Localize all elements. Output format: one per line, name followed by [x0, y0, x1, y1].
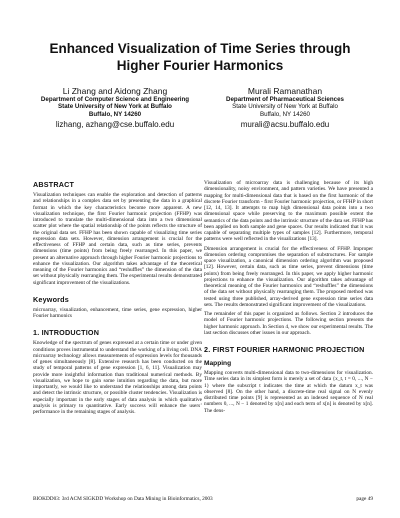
- author-name: Li Zhang and Aidong Zhang: [62, 86, 168, 96]
- author-university: State University of New York at Buffalo: [232, 103, 338, 111]
- paper-title: Enhanced Visualization of Time Series through Higher Fourier Harmonics: [49, 41, 351, 73]
- abstract-text: Visualization techniques can enable the exploration and detection of patterns and relationships in a complex data set by presenting the data in a graphical format in which the key characteristics become more apparent. A new visualization technique, the first Fourier harmonic projection (FFHP) was introduced to translate the multi-dimensional data into a two dimensional scatter plot where the spatial relationship of the points reflects the structure of the original data set. FFHP has been shown capable of visualizing time series expression data sets. However, dimension arrangement is crucial for the effectiveness of FFHP and certain data, such as time series, prevents dimensions (time points) from being freely rearranged. In this paper, we present an alternative approach through higher Fourier harmonic projections to enhance the visualization. Our algorithm takes advantage of the theoretical meaning of the Fourier harmonics and “reshuffles” the dimension of the data set without physically rearranging them. The experimental results demonstrated significant improvement of the visualizations.: [33, 192, 202, 286]
- author-block-left: [40, 86, 190, 130]
- left-column: [33, 180, 202, 418]
- right-column: [204, 180, 373, 417]
- author-city: Buffalo, NY 14260: [260, 110, 310, 118]
- author-name: Murali Ramanathan: [247, 86, 323, 96]
- keywords-text: microarray, visualization, enhancement, time series, gene expression, higher Fourier harmonics: [33, 306, 202, 319]
- mapping-text: Mapping converts multi-dimensional data to two-dimensions for visualization. Time series data in its simplest form is merely a set of data {x_t, t = 0, ..., N − 1} where the subscript t indicates the time at which the datum x_t was observed [8]. On the other hand, a discrete-time real signal on N evenly distributed time points [9] is represented as an indexed sequence of N real numbers 0, ..., N − 1 denoted by x[n] and each term of x[n] is denoted by x[n]. The dens-: [204, 370, 373, 414]
- abstract-heading: ABSTRACT: [33, 180, 75, 189]
- page-footer: [33, 496, 373, 503]
- introduction-heading: 1. INTRODUCTION: [33, 328, 100, 338]
- page-number: page 49: [356, 496, 373, 502]
- mapping-heading: Mapping: [204, 360, 232, 367]
- author-city: Buffalo, NY 14260: [88, 110, 142, 118]
- intro-paragraph-4: The remainder of this paper is organized as follows. Section 2 introduces the model of Fourier harmonic projections. The following section presents the higher harmonic approach. In Section 4, we show our experimental results. The last section discusses other issues in our approach.: [204, 311, 373, 336]
- keywords-heading: Keywords: [33, 294, 69, 304]
- footer-venue: BIOKDD03: 3rd ACM SIGKDD Workshop on Data Mining in Bioinformatics, 2003: [33, 496, 213, 502]
- author-department: Department of Computer Science and Engineering: [40, 96, 190, 103]
- intro-paragraph-3: Dimension arrangement is crucial for the effectiveness of FFHP. Improper dimension ordering compromises the separation of substructures. For sample space visualization, a canonical dimension ordering algorithm was proposed [12]. However, certain data, such as time series, prevent dimensions (time points) from being freely rearranged. In this paper, we apply higher harmonic projections to enhance the visualization. Our algorithm takes advantage of theoretical meaning of the Fourier harmonics and “reshuffles” the dimensions of the data set without physically rearranging them. The proposed method was tested using three published, array-derived gene expression time series data sets. The results demonstrated significant improvement of the visualizations.: [204, 245, 373, 308]
- author-department: Department of Pharmaceutical Sciences: [226, 96, 344, 103]
- author-email: lizhang, azhang@cse.buffalo.edu: [55, 119, 175, 129]
- author-block-right: [210, 86, 360, 130]
- author-university: State University of New York at Buffalo: [58, 103, 172, 111]
- introduction-text: Knowledge of the spectrum of genes expressed at a certain time or under given conditions proves instrumental to understand the working of a living cell. DNA microarray technology allows measurements of expression levels for thousands of genes simultaneously [8]. Extensive research has been conducted on the study of temporal patterns of gene expression [1, 6, 11]. Visualization may provide more insightful information than traditional numerical methods. By visualization, we hope to gain some intuition regarding the data, but more importantly, we would like to understand the relationships among data points and detect the intrinsic structure, or possible cluster tendencies. Visualization is especially important in the early stages of data analysis in which qualitative analysis is primary to quantitative. Early success will enhance the users’ performance in the remaining stages of analysis.: [33, 340, 202, 415]
- intro-paragraph-2: Visualization of microarray data is challenging because of its high dimensionality, noisy environment, and pattern varieties. We have presented a mapping for multi-dimensional data that is based on the first harmonic of the discrete Fourier transform - first Fourier harmonic projection, or FFHP in short [12, 14, 13]. It attempts to map high dimensional data points into a two dimensional space while preserving to the maximum possible extent the semantics of the data points and the intrinsic structure of the data set. FFHP has been applied on both sample and gene spaces. Our results indicated that it was capable of separating multiple types of samples [12]. Furthermore, temporal patterns were well reflected in the visualizations [13].: [204, 180, 373, 243]
- author-email: murali@acsu.buffalo.edu: [240, 119, 330, 129]
- section-2-heading: 2. FIRST FOURIER HARMONIC PROJECTION: [204, 345, 365, 354]
